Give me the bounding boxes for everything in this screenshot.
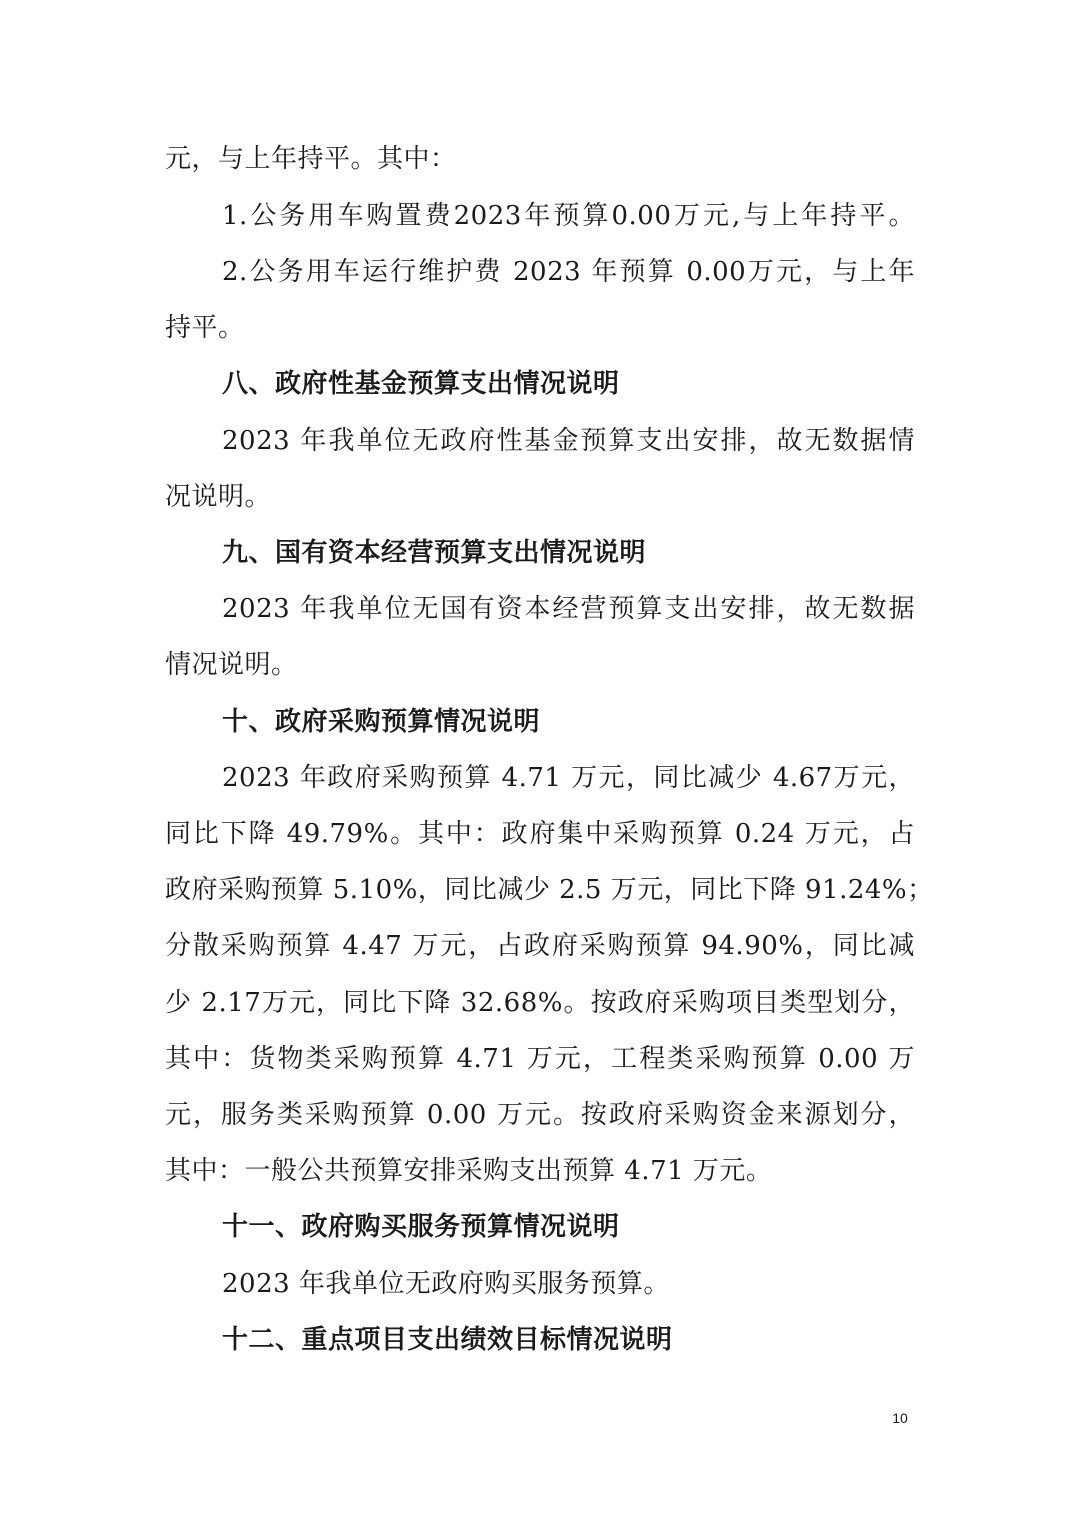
- section-heading-10: 十、政府采购预算情况说明: [222, 707, 541, 737]
- paragraph-line: 2023 年我单位无政府购买服务预算。: [222, 1269, 670, 1299]
- paragraph-line: 况说明。: [165, 482, 272, 512]
- paragraph-line: 2023 年我单位无国有资本经营预算支出安排，故无数据: [222, 594, 915, 624]
- paragraph-line: 其中：一般公共预算安排采购支出预算 4.71 万元。: [165, 1156, 773, 1186]
- section-heading-9: 九、国有资本经营预算支出情况说明: [222, 538, 647, 568]
- paragraph-line: 2023 年我单位无政府性基金预算支出安排，故无数据情: [222, 426, 915, 456]
- paragraph-line: 2023 年政府采购预算 4.71 万元，同比减少 4.67万元，: [222, 763, 915, 793]
- section-heading-11: 十一、政府购买服务预算情况说明: [222, 1212, 620, 1242]
- paragraph-line: 2.公务用车运行维护费 2023 年预算 0.00万元，与上年: [222, 257, 915, 287]
- paragraph-line: 其中：货物类采购预算 4.71 万元，工程类采购预算 0.00 万: [165, 1044, 915, 1074]
- paragraph-line: 政府采购预算 5.10%，同比减少 2.5 万元，同比下降 91.24%；: [165, 875, 934, 905]
- paragraph-line: 元，服务类采购预算 0.00 万元。按政府采购资金来源划分，: [165, 1100, 915, 1130]
- paragraph-line: 1.公务用车购置费2023年预算0.00万元,与上年持平。: [222, 201, 915, 231]
- paragraph-line: 少 2.17万元，同比下降 32.68%。按政府采购项目类型划分，: [165, 988, 915, 1018]
- page-number: 10: [892, 1410, 908, 1426]
- paragraph-line: 持平。: [165, 313, 245, 343]
- paragraph-line: 情况说明。: [165, 650, 298, 680]
- paragraph-line: 同比下降 49.79%。其中：政府集中采购预算 0.24 万元，占: [165, 819, 915, 849]
- section-heading-12: 十二、重点项目支出绩效目标情况说明: [222, 1325, 673, 1355]
- paragraph-line: 元，与上年持平。其中：: [165, 144, 457, 174]
- section-heading-8: 八、政府性基金预算支出情况说明: [222, 369, 620, 399]
- paragraph-line: 分散采购预算 4.47 万元，占政府采购预算 94.90%，同比减: [165, 931, 915, 961]
